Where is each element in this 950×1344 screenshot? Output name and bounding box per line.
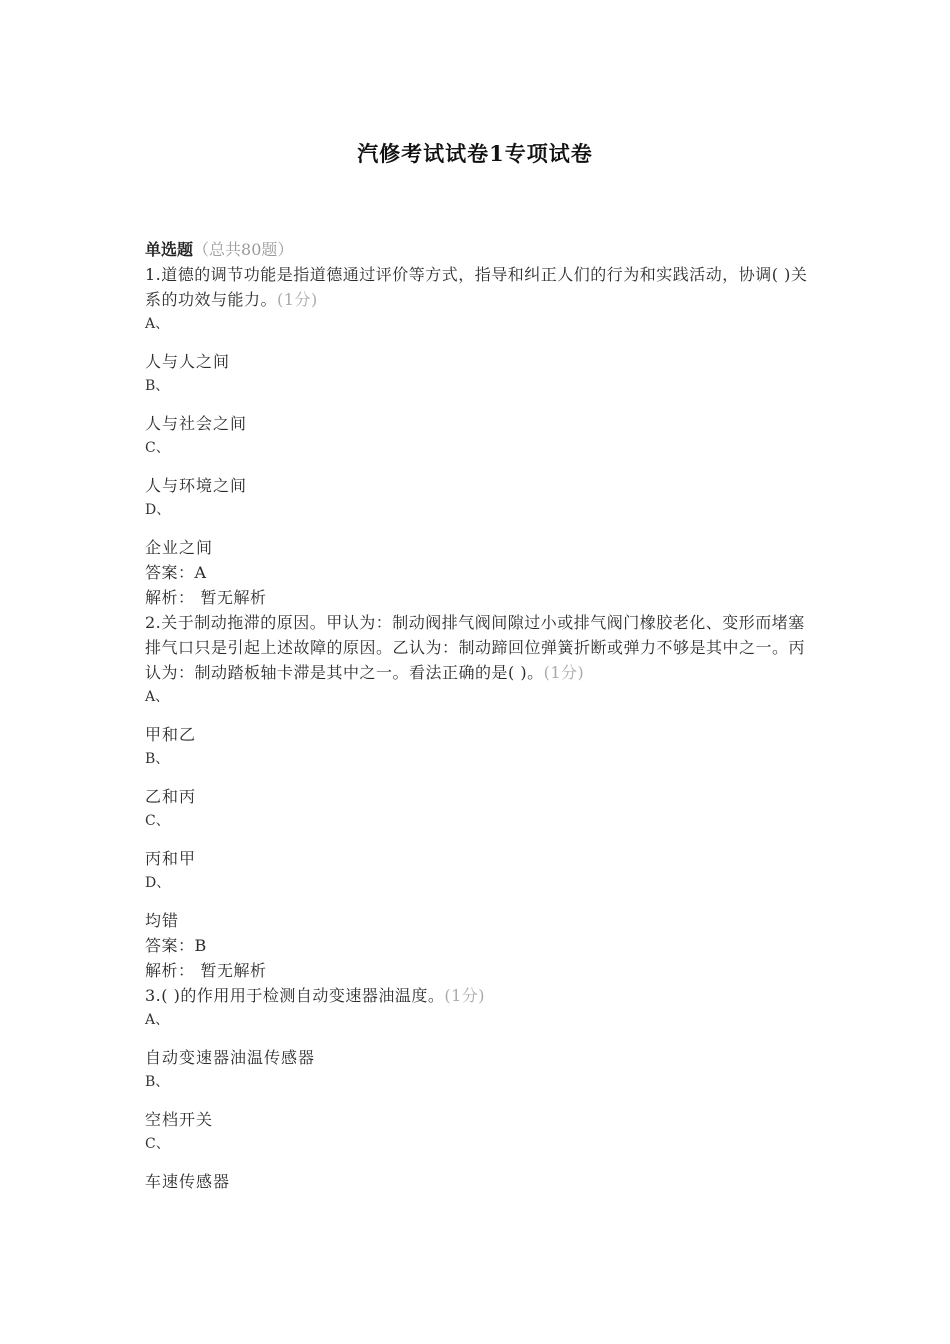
- question-score: (1分): [444, 986, 486, 1005]
- answer-line: [145, 560, 810, 585]
- analysis-label: 解析：: [145, 588, 195, 607]
- analysis-value: 暂无解析: [200, 961, 267, 980]
- question-text: [145, 262, 810, 312]
- option-letter: A、: [145, 1012, 170, 1028]
- option-letter: C、: [145, 813, 170, 829]
- question-stem: 1.道德的调节功能是指道德通过评价等方式，指导和纠正人们的行为和实践活动，协调( )关系的功效与能力。: [145, 265, 808, 309]
- option-letter: A、: [145, 316, 170, 332]
- question-text: [145, 610, 810, 685]
- section-heading: [145, 238, 810, 262]
- answer-value: B: [194, 936, 207, 955]
- section-count: （总共80题）: [193, 240, 294, 259]
- answer-line: [145, 933, 810, 958]
- answer-label: 答案：: [145, 563, 195, 582]
- question-list: [145, 238, 810, 1194]
- option-letter: C、: [145, 1136, 170, 1152]
- option-letter: B、: [145, 378, 170, 394]
- section-label: 单选题: [145, 240, 194, 259]
- option-letter: A、: [145, 689, 170, 705]
- answer-label: 答案：: [145, 936, 195, 955]
- option-text: 丙和甲: [145, 849, 197, 868]
- question-text: [145, 983, 810, 1008]
- analysis-label: 解析：: [145, 961, 195, 980]
- question-1: [145, 262, 810, 610]
- option-letter: B、: [145, 1074, 170, 1090]
- option-text: 均错: [145, 911, 180, 930]
- question-2: [145, 610, 810, 983]
- option-text: 企业之间: [145, 538, 214, 557]
- question-score: (1分): [543, 663, 585, 682]
- option-text: 人与人之间: [145, 352, 231, 371]
- option-text: 甲和乙: [145, 725, 197, 744]
- question-stem: 2.关于制动拖滞的原因。甲认为：制动阀排气阀间隙过小或排气阀门橡胶老化、变形而堵塞排气口只是引起上述故障的原因。乙认为：制动蹄回位弹簧折断或弹力不够是其中之一。丙认为：制动踏板轴卡滞是其中之一。看法正确的是( )。: [145, 613, 806, 682]
- analysis-line: [145, 585, 810, 610]
- option-text: 自动变速器油温传感器: [145, 1048, 316, 1067]
- question-3: [145, 983, 810, 1194]
- option-text: 乙和丙: [145, 787, 197, 806]
- document-title: 汽修考试试卷1专项试卷: [357, 141, 593, 166]
- option-text: 人与环境之间: [145, 476, 248, 495]
- option-text: 人与社会之间: [145, 414, 248, 433]
- analysis-value: 暂无解析: [200, 588, 267, 607]
- option-letter: C、: [145, 440, 170, 456]
- option-letter: D、: [145, 875, 171, 891]
- option-letter: D、: [145, 502, 171, 518]
- option-text: 车速传感器: [145, 1172, 231, 1191]
- question-score: (1分): [277, 290, 318, 309]
- analysis-line: [145, 958, 810, 983]
- option-letter: B、: [145, 751, 170, 767]
- question-stem: 3.( )的作用用于检测自动变速器油温度。: [145, 986, 445, 1005]
- option-text: 空档开关: [145, 1110, 214, 1129]
- answer-value: A: [194, 563, 207, 582]
